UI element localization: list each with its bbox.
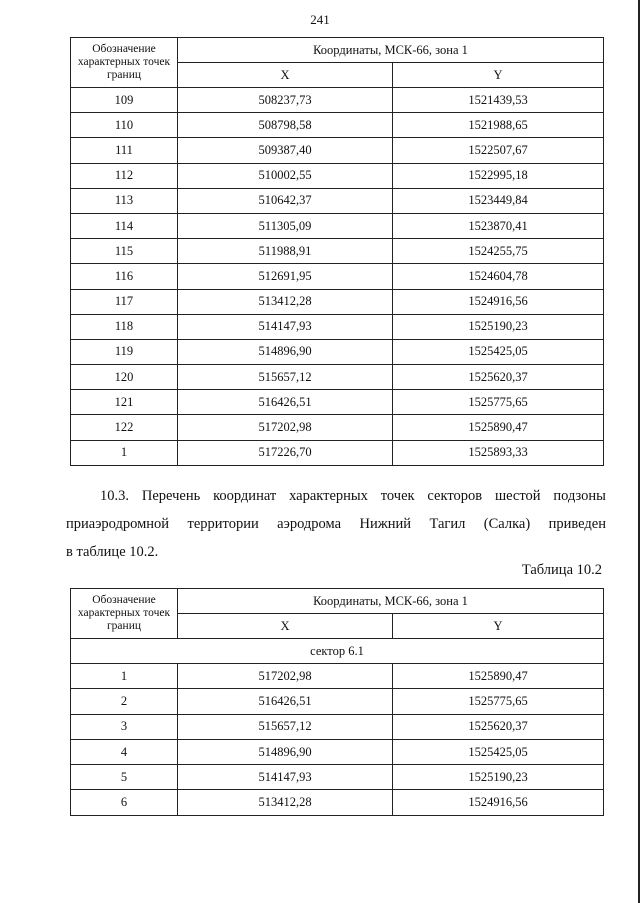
y-coordinate-cell: 1524916,56 [393,790,604,815]
x-coordinate-cell: 508237,73 [178,88,393,113]
y-coordinate-cell: 1521988,65 [393,113,604,138]
y-column-header: Y [393,614,604,639]
y-coordinate-cell: 1525775,65 [393,689,604,714]
x-coordinate-cell: 514147,93 [178,314,393,339]
table-row [71,113,604,138]
paragraph-word: Перечень [141,488,201,504]
table-10-2-caption: Таблица 10.2 [521,562,602,578]
x-coordinate-cell: 514896,90 [178,739,393,764]
paragraph-line-3: в таблице 10.2. [66,544,159,560]
x-coordinate-cell: 516426,51 [178,390,393,415]
point-number-cell: 3 [71,714,178,739]
paragraph-word: Тагил [429,516,466,532]
x-coordinate-cell: 515657,12 [178,714,393,739]
x-coordinate-cell: 509387,40 [178,138,393,163]
x-coordinate-cell: 513412,28 [178,289,393,314]
x-coordinate-cell: 517226,70 [178,440,393,465]
y-coordinate-cell: 1522507,67 [393,138,604,163]
table-row [71,365,604,390]
table-row [71,664,604,689]
y-coordinate-cell: 1525190,23 [393,765,604,790]
y-coordinate-cell: 1521439,53 [393,88,604,113]
y-coordinate-cell: 1525425,05 [393,339,604,364]
y-coordinate-cell: 1525890,47 [393,415,604,440]
table-row [71,289,604,314]
table-row [71,390,604,415]
x-column-header: X [178,63,393,88]
table-row [71,765,604,790]
coordinates-header: Координаты, МСК-66, зона 1 [178,38,604,63]
x-column-header: X [178,614,393,639]
paragraph-word: приведен [548,516,606,532]
point-number-cell: 122 [71,415,178,440]
point-number-cell: 116 [71,264,178,289]
y-coordinate-cell: 1523870,41 [393,213,604,238]
page-number: 241 [310,12,330,27]
paragraph-word: секторов [427,488,483,504]
table-row [71,314,604,339]
paragraph-line-2 [66,510,606,538]
table-row [71,163,604,188]
table-1-body [71,88,604,466]
coordinates-table-2 [70,588,604,816]
x-coordinate-cell: 516426,51 [178,689,393,714]
y-coordinate-cell: 1523449,84 [393,188,604,213]
point-number-cell: 115 [71,239,178,264]
sector-row [71,639,604,664]
x-coordinate-cell: 514147,93 [178,765,393,790]
y-coordinate-cell: 1525190,23 [393,314,604,339]
table-row [71,188,604,213]
coordinates-table-1 [70,37,604,466]
paragraph-word: шестой [494,488,541,504]
paragraph-10-3 [66,482,606,566]
point-number-cell: 4 [71,739,178,764]
y-coordinate-cell: 1525620,37 [393,365,604,390]
point-number-cell: 119 [71,339,178,364]
paragraph-word: аэродрома [277,516,342,532]
paragraph-word: подзоны [553,488,606,504]
point-number-cell: 113 [71,188,178,213]
point-number-cell: 112 [71,163,178,188]
paragraph-word: 10.3. [100,488,129,504]
point-number-cell: 118 [71,314,178,339]
point-number-cell: 121 [71,390,178,415]
table-row [71,790,604,815]
sector-label: сектор 6.1 [71,639,604,664]
table-row [71,239,604,264]
x-coordinate-cell: 508798,58 [178,113,393,138]
point-number-cell: 2 [71,689,178,714]
point-number-cell: 109 [71,88,178,113]
point-number-cell: 110 [71,113,178,138]
y-coordinate-cell: 1524604,78 [393,264,604,289]
points-column-header: Обозначение характерных точек границ [71,589,178,639]
paragraph-word: точек [380,488,415,504]
table-row [71,714,604,739]
point-number-cell: 1 [71,440,178,465]
y-column-header: Y [393,63,604,88]
y-coordinate-cell: 1525890,47 [393,664,604,689]
point-number-cell: 111 [71,138,178,163]
table-row [71,213,604,238]
y-coordinate-cell: 1525775,65 [393,390,604,415]
paragraph-word: характерных [289,488,368,504]
point-number-cell: 6 [71,790,178,815]
table-row [71,138,604,163]
table-row [71,88,604,113]
x-coordinate-cell: 517202,98 [178,664,393,689]
y-coordinate-cell: 1525425,05 [393,739,604,764]
paragraph-line-1 [66,482,606,510]
table-row [71,264,604,289]
table-row [71,339,604,364]
table-row [71,415,604,440]
y-coordinate-cell: 1525620,37 [393,714,604,739]
point-number-cell: 114 [71,213,178,238]
x-coordinate-cell: 510002,55 [178,163,393,188]
point-number-cell: 5 [71,765,178,790]
y-coordinate-cell: 1522995,18 [393,163,604,188]
x-coordinate-cell: 510642,37 [178,188,393,213]
x-coordinate-cell: 517202,98 [178,415,393,440]
paragraph-word: Нижний [359,516,412,532]
y-coordinate-cell: 1525893,33 [393,440,604,465]
table-row [71,689,604,714]
x-coordinate-cell: 512691,95 [178,264,393,289]
x-coordinate-cell: 515657,12 [178,365,393,390]
paragraph-word: территории [187,516,259,532]
y-coordinate-cell: 1524255,75 [393,239,604,264]
paragraph-word: (Салка) [483,516,531,532]
x-coordinate-cell: 514896,90 [178,339,393,364]
table-row [71,739,604,764]
y-coordinate-cell: 1524916,56 [393,289,604,314]
x-coordinate-cell: 513412,28 [178,790,393,815]
paragraph-word: приаэродромной [66,516,170,532]
paragraph-word: координат [213,488,277,504]
table-row [71,440,604,465]
point-number-cell: 117 [71,289,178,314]
x-coordinate-cell: 511988,91 [178,239,393,264]
x-coordinate-cell: 511305,09 [178,213,393,238]
coordinates-header: Координаты, МСК-66, зона 1 [178,589,604,614]
points-column-header: Обозначение характерных точек границ [71,38,178,88]
point-number-cell: 1 [71,664,178,689]
table-2-body [71,639,604,816]
point-number-cell: 120 [71,365,178,390]
